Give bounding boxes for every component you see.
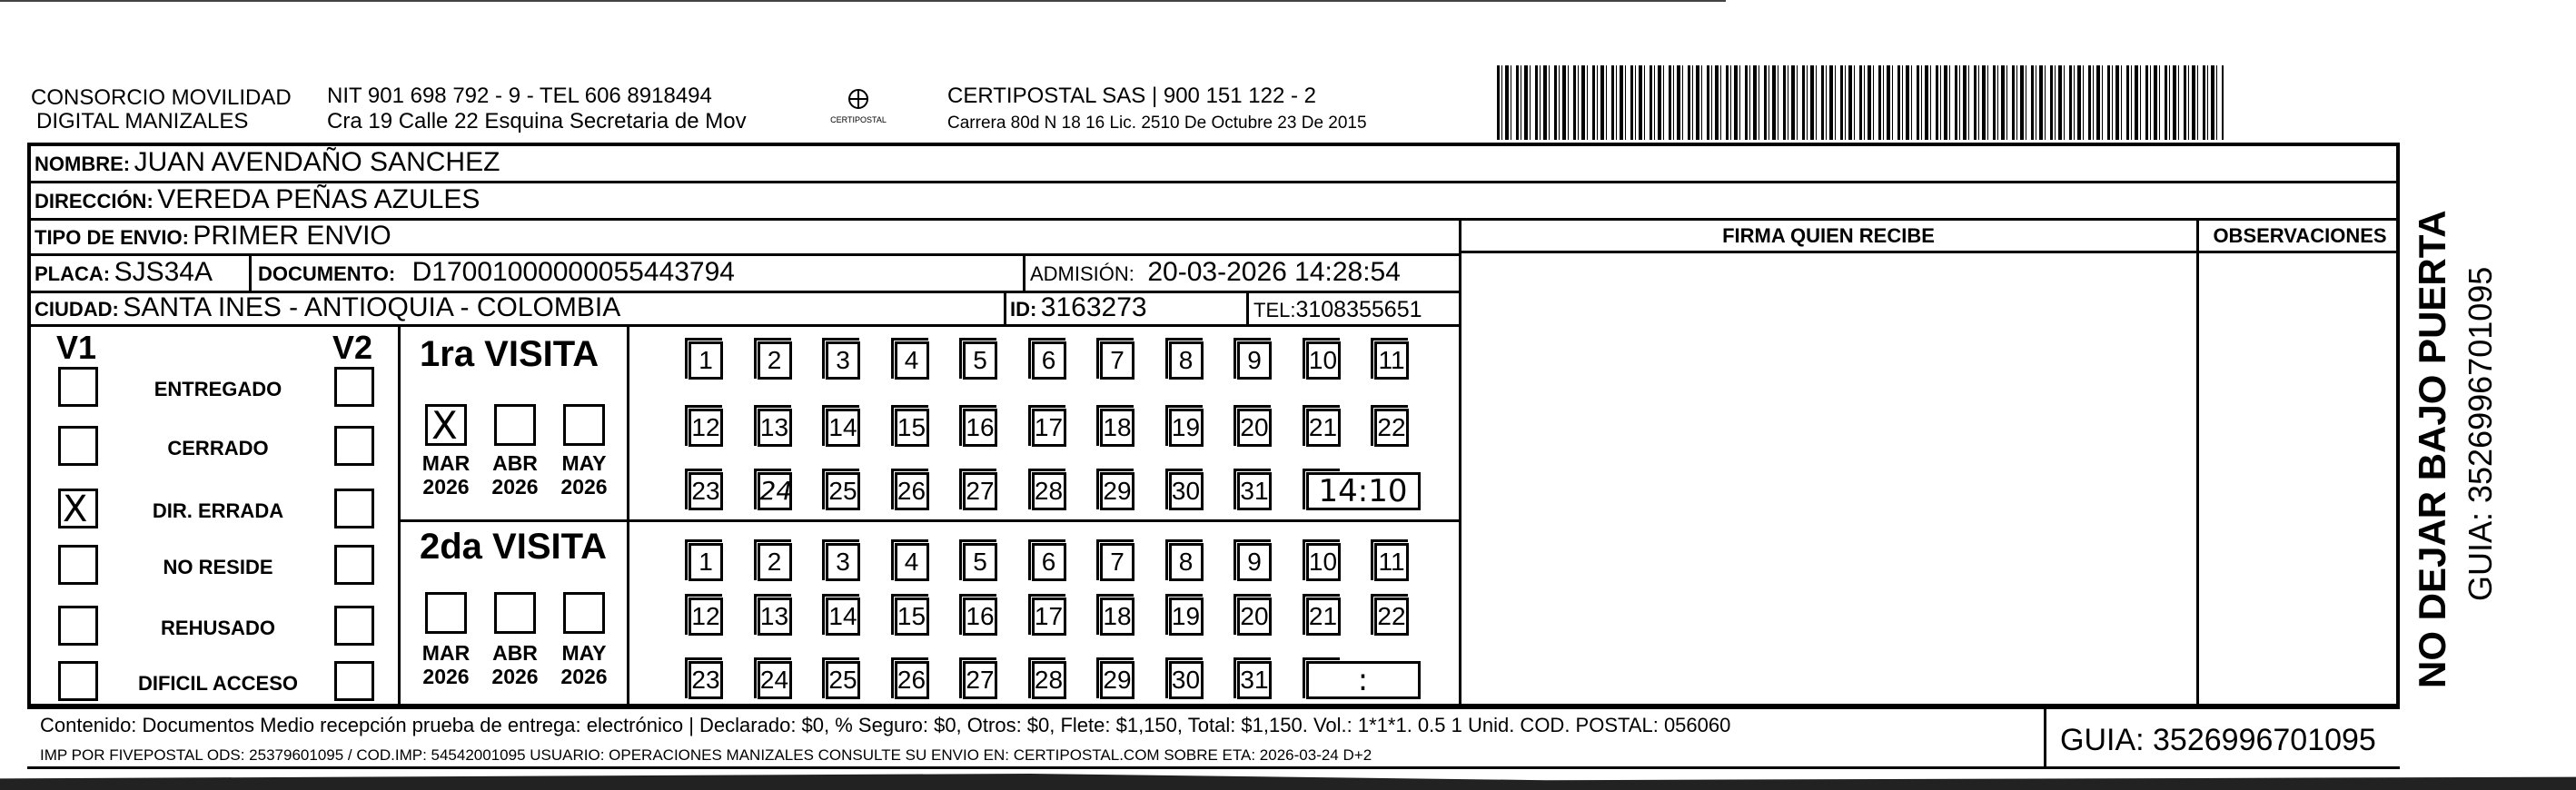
day-number: 16 — [966, 413, 995, 441]
tel-value: 3108355651 — [1295, 297, 1422, 322]
day-number: 26 — [897, 666, 926, 694]
month-checkbox-may[interactable] — [563, 404, 605, 446]
day-number: 8 — [1178, 548, 1194, 576]
day-number: 7 — [1110, 548, 1125, 576]
day-box[interactable] — [758, 597, 792, 636]
day-number: 10 — [1308, 346, 1338, 374]
day-number: 27 — [966, 477, 995, 505]
day-number: 31 — [1240, 477, 1269, 505]
day-box[interactable] — [895, 661, 929, 699]
month-checkbox-mar[interactable] — [425, 592, 467, 634]
day-box[interactable] — [758, 543, 792, 581]
observaciones-label: OBSERVACIONES — [2213, 224, 2387, 247]
side-warning: NO DEJAR BAJO PUERTA — [2411, 210, 2453, 688]
nit-line2: Cra 19 Calle 22 Esquina Secretaria de Mov — [327, 109, 747, 133]
day-number: 19 — [1171, 602, 1201, 630]
month-label: MAR — [421, 641, 471, 665]
day-box[interactable] — [1169, 472, 1204, 510]
day-number: 14 — [828, 413, 857, 441]
vrule-firma — [1459, 218, 1461, 706]
day-number: 17 — [1034, 602, 1064, 630]
month-year: 2026 — [422, 475, 470, 499]
day-box[interactable] — [1100, 543, 1134, 581]
id-row — [1010, 292, 1147, 328]
day-number: 1 — [698, 548, 713, 576]
documento-label: DOCUMENTO: — [258, 262, 396, 285]
placa-row — [35, 257, 213, 292]
v1-header: V1 — [56, 329, 97, 366]
day-number: 13 — [759, 413, 789, 441]
id-label: ID: — [1010, 298, 1037, 321]
day-number: 22 — [1377, 602, 1406, 630]
day-number: 11 — [1378, 346, 1405, 374]
day-box[interactable] — [1169, 409, 1204, 447]
documento-row — [258, 257, 735, 292]
day-number: 5 — [973, 548, 987, 576]
v2-checkbox[interactable] — [334, 606, 374, 646]
day-box[interactable] — [1100, 661, 1134, 699]
day-box[interactable] — [826, 341, 860, 380]
time-field[interactable] — [1306, 661, 1421, 699]
scan-edge — [0, 0, 1726, 2]
day-box[interactable] — [826, 597, 860, 636]
day-number: 16 — [966, 602, 995, 630]
tipo-value: PRIMER ENVIO — [193, 221, 391, 251]
day-number: 1 — [698, 346, 713, 374]
vrule-status — [398, 324, 401, 706]
day-number: 20 — [1240, 413, 1269, 441]
day-number: 23 — [691, 666, 720, 694]
day-number: 8 — [1178, 346, 1194, 374]
admision-label: ADMISIÓN: — [1030, 262, 1134, 285]
nombre-label: NOMBRE: — [35, 153, 131, 175]
nombre-value: JUAN AVENDAÑO SANCHEZ — [134, 147, 500, 177]
day-number: 6 — [1041, 346, 1056, 374]
day-number: 2 — [767, 548, 782, 576]
rule-visits — [400, 519, 1459, 522]
day-box[interactable] — [1100, 472, 1134, 510]
day-number: 9 — [1247, 346, 1262, 374]
day-box[interactable] — [1306, 341, 1341, 380]
day-box[interactable] — [963, 661, 997, 699]
day-box[interactable] — [689, 409, 723, 447]
day-number: 2 — [767, 346, 782, 374]
day-box[interactable] — [895, 341, 929, 380]
day-number: 28 — [1034, 666, 1064, 694]
day-number: 3 — [836, 346, 850, 374]
month-label: ABR — [492, 451, 538, 475]
day-box[interactable] — [1100, 597, 1134, 636]
day-number: 26 — [897, 477, 926, 505]
month-year: 2026 — [560, 665, 608, 688]
day-number: 30 — [1171, 477, 1201, 505]
day-box[interactable] — [1306, 543, 1341, 581]
day-box[interactable] — [826, 661, 860, 699]
status-label: ENTREGADO — [154, 378, 282, 400]
day-number: 5 — [973, 346, 987, 374]
day-box[interactable] — [895, 472, 929, 510]
day-number: 3 — [836, 548, 850, 576]
day-number: 23 — [691, 477, 720, 505]
tipo-label: TIPO DE ENVIO: — [35, 226, 189, 249]
admision-value: 20-03-2026 14:28:54 — [1147, 257, 1401, 287]
day-number: 7 — [1110, 346, 1125, 374]
day-box[interactable] — [758, 661, 792, 699]
month-label: MAY — [561, 641, 607, 665]
day-box[interactable] — [1374, 597, 1409, 636]
day-number: 4 — [904, 548, 919, 576]
day-box[interactable] — [826, 543, 860, 581]
day-box[interactable] — [1032, 472, 1066, 510]
time-value: 14:10 — [1318, 473, 1408, 509]
day-number: 13 — [759, 602, 789, 630]
consorcio-line1: CONSORCIO MOVILIDAD — [31, 85, 292, 110]
admision-row — [1030, 257, 1401, 292]
certi-line2: Carrera 80d N 18 16 Lic. 2510 De Octubre 23 De 2015 — [947, 114, 1367, 133]
day-number: 21 — [1308, 602, 1338, 630]
day-box[interactable] — [1374, 409, 1409, 447]
month-checkbox-abr[interactable] — [494, 404, 536, 446]
v1-checkbox[interactable] — [58, 426, 98, 466]
status-label: DIFICIL ACCESO — [137, 672, 298, 695]
v2-header: V2 — [332, 329, 373, 366]
day-box[interactable] — [1237, 409, 1272, 447]
ciudad-label: CIUDAD: — [35, 298, 119, 321]
day-number: 24 — [759, 476, 793, 506]
footer-imp: IMP POR FIVEPOSTAL ODS: 25379601095 / COD.IMP: 54542001095 USUARIO: OPERACIONES MANIZALES CONSULTE SU ENVIO EN: CERTIPOSTAL.COM SOBRE ETA: 2026-03-24 D+2 — [40, 746, 1372, 764]
day-box[interactable] — [689, 661, 723, 699]
month-checkbox-mar[interactable] — [425, 404, 467, 446]
day-box[interactable] — [826, 472, 860, 510]
day-number: 18 — [1103, 602, 1132, 630]
status-label: CERRADO — [167, 437, 269, 459]
status-label: DIR. ERRADA — [152, 499, 284, 522]
month-label: MAY — [561, 451, 607, 475]
direccion-label: DIRECCIÓN: — [35, 190, 154, 212]
month-checkbox-abr[interactable] — [494, 592, 536, 634]
day-box[interactable] — [1237, 543, 1272, 581]
month-label: MAR — [421, 451, 471, 475]
day-number: 25 — [828, 666, 857, 694]
day-box[interactable] — [1032, 341, 1066, 380]
day-box[interactable] — [1237, 472, 1272, 510]
day-number: 31 — [1240, 666, 1269, 694]
day-box[interactable] — [1169, 661, 1204, 699]
day-box[interactable] — [895, 597, 929, 636]
v2-checkbox[interactable] — [334, 367, 374, 407]
vrule-admision — [1023, 253, 1025, 291]
id-value: 3163273 — [1040, 292, 1147, 322]
day-box[interactable] — [1032, 543, 1066, 581]
day-number: 15 — [897, 413, 926, 441]
day-number: 21 — [1308, 413, 1338, 441]
day-number: 10 — [1308, 548, 1338, 576]
second-visit-title: 2da VISITA — [420, 527, 607, 567]
vrule-placa — [249, 253, 252, 291]
day-number: 18 — [1103, 413, 1132, 441]
day-box[interactable] — [689, 543, 723, 581]
day-box[interactable] — [1306, 597, 1341, 636]
rule-bottom — [27, 766, 2400, 769]
day-number: 24 — [759, 666, 789, 694]
day-number: 12 — [691, 413, 720, 441]
day-box[interactable] — [1100, 409, 1134, 447]
day-number: 20 — [1240, 602, 1269, 630]
direccion-value: VEREDA PEÑAS AZULES — [157, 184, 481, 214]
month-check-mark: X — [431, 403, 458, 448]
day-box[interactable] — [1032, 597, 1066, 636]
day-box[interactable] — [1169, 597, 1204, 636]
ciudad-value: SANTA INES - ANTIOQUIA - COLOMBIA — [123, 292, 621, 322]
day-box[interactable] — [1306, 409, 1341, 447]
day-box[interactable] — [826, 409, 860, 447]
v2-checkbox[interactable] — [334, 426, 374, 466]
month-checkbox-may[interactable] — [563, 592, 605, 634]
placa-label: PLACA: — [35, 262, 111, 285]
day-box[interactable] — [689, 341, 723, 380]
day-number: 11 — [1378, 548, 1405, 576]
day-box[interactable] — [895, 409, 929, 447]
logo-text: CERTIPOSTAL — [830, 115, 887, 124]
vrule-obs — [2196, 218, 2199, 706]
day-number: 17 — [1034, 413, 1064, 441]
day-number: 14 — [828, 602, 857, 630]
day-number: 4 — [904, 346, 919, 374]
vrule-months — [627, 324, 629, 706]
logo-icon — [840, 87, 877, 111]
day-number: 28 — [1034, 477, 1064, 505]
day-box[interactable] — [758, 409, 792, 447]
day-number: 15 — [897, 602, 926, 630]
day-box[interactable] — [1237, 597, 1272, 636]
day-box[interactable] — [1237, 341, 1272, 380]
obs-title — [2200, 221, 2400, 254]
day-box[interactable] — [758, 472, 792, 510]
certi-line1: CERTIPOSTAL SAS | 900 151 122 - 2 — [947, 84, 1316, 108]
nit-line1: NIT 901 698 792 - 9 - TEL 606 8918494 — [327, 84, 712, 108]
ciudad-row — [35, 292, 620, 328]
certipostal-logo — [827, 87, 890, 138]
month-year: 2026 — [560, 475, 608, 499]
time-field[interactable] — [1306, 472, 1421, 510]
day-number: 9 — [1247, 548, 1262, 576]
status-label: NO RESIDE — [163, 556, 273, 578]
day-box[interactable] — [895, 543, 929, 581]
tel-label: TEL: — [1253, 299, 1296, 321]
day-box[interactable] — [1237, 661, 1272, 699]
nombre-row — [35, 147, 500, 183]
day-box[interactable] — [689, 597, 723, 636]
day-box[interactable] — [758, 341, 792, 380]
day-number: 6 — [1041, 548, 1056, 576]
month-year: 2026 — [491, 665, 539, 688]
footer-contenido: Contenido: Documentos Medio recepción prueba de entrega: electrónico | Declarado: $0, % Seguro: $0, Otros: $0, Flete: $1,150, Total: $1,150. Vol.: 1*1*1. 0.5 1 Unid. COD. POSTAL: 056060 — [40, 714, 1731, 736]
v1-checkbox[interactable] — [58, 367, 98, 407]
tipo-row — [35, 221, 391, 256]
vrule-tel — [1246, 291, 1249, 324]
day-box[interactable] — [963, 409, 997, 447]
firma-title — [1461, 221, 2196, 254]
consorcio-line2: DIGITAL MANIZALES — [36, 109, 249, 133]
month-year: 2026 — [491, 475, 539, 499]
footer-guia: GUIA: 3526996701095 — [2060, 723, 2376, 757]
vrule-footer-guia — [2044, 706, 2046, 768]
side-guia: GUIA: 3526996701095 — [2462, 266, 2499, 601]
day-number: 27 — [966, 666, 995, 694]
day-box[interactable] — [963, 543, 997, 581]
placa-value: SJS34A — [114, 257, 213, 287]
day-box[interactable] — [1169, 341, 1204, 380]
day-number: 19 — [1171, 413, 1201, 441]
scan-bottom-edge — [0, 774, 2576, 790]
day-box[interactable] — [963, 597, 997, 636]
day-box[interactable] — [1169, 543, 1204, 581]
day-box[interactable] — [689, 472, 723, 510]
day-number: 29 — [1103, 666, 1132, 694]
vrule-id — [1004, 291, 1006, 324]
day-number: 25 — [828, 477, 857, 505]
day-box[interactable] — [1374, 543, 1409, 581]
barcode — [1497, 65, 2224, 140]
time-value: : — [1357, 662, 1369, 698]
day-box[interactable] — [963, 341, 997, 380]
month-label: ABR — [492, 641, 538, 665]
day-box[interactable] — [1032, 661, 1066, 699]
day-number: 22 — [1377, 413, 1406, 441]
tel-row — [1253, 294, 1422, 329]
day-box[interactable] — [1032, 409, 1066, 447]
day-box[interactable] — [963, 472, 997, 510]
day-number: 30 — [1171, 666, 1201, 694]
day-box[interactable] — [1100, 341, 1134, 380]
day-box[interactable] — [1374, 341, 1409, 380]
day-number: 29 — [1103, 477, 1132, 505]
day-number: 12 — [691, 602, 720, 630]
v2-checkbox[interactable] — [334, 489, 374, 528]
status-label: REHUSADO — [161, 617, 275, 639]
v2-checkbox[interactable] — [334, 545, 374, 585]
v1-checkbox[interactable] — [58, 661, 98, 701]
documento-value: D17001000000055443794 — [411, 257, 735, 287]
v1-checkbox[interactable] — [58, 489, 98, 528]
firma-label: FIRMA QUIEN RECIBE — [1722, 224, 1935, 247]
first-visit-title: 1ra VISITA — [420, 334, 599, 374]
direccion-row — [35, 184, 480, 220]
v1-checkbox[interactable] — [58, 545, 98, 585]
month-year: 2026 — [422, 665, 470, 688]
v2-checkbox[interactable] — [334, 661, 374, 701]
v1-check-mark: X — [63, 489, 88, 530]
v1-checkbox[interactable] — [58, 606, 98, 646]
